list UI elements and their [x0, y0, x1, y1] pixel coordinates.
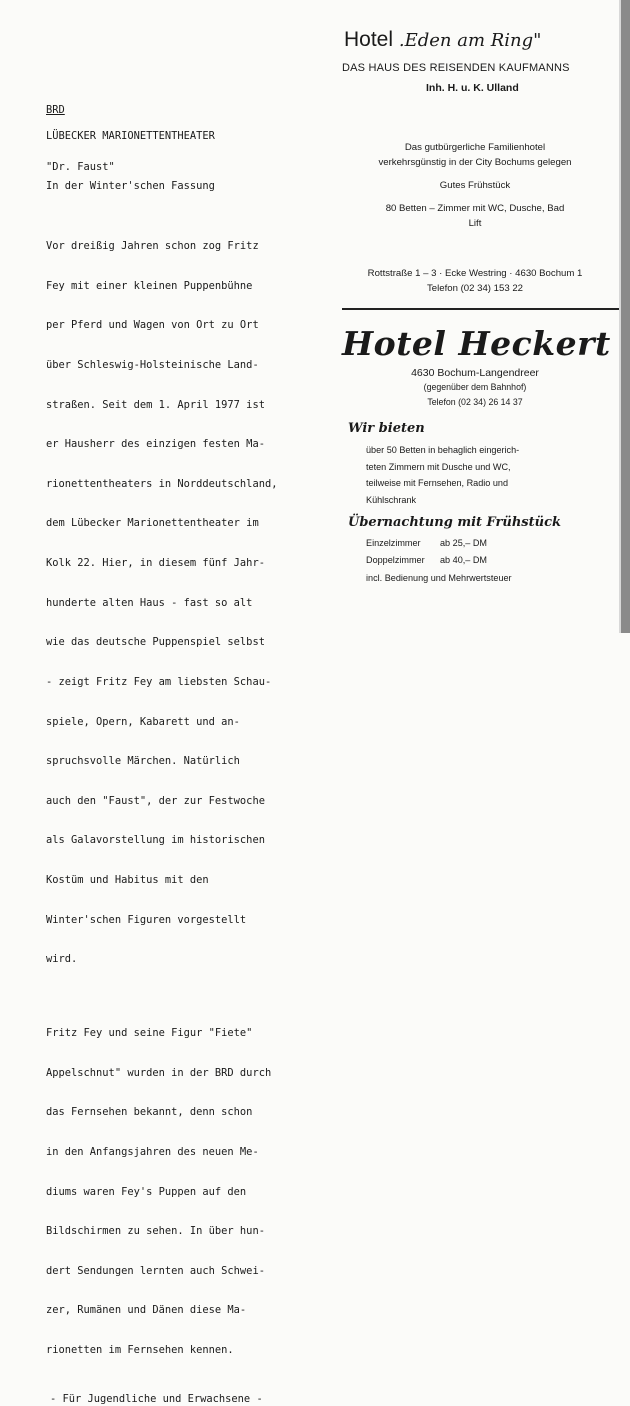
text-line: spiele, Opern, Kabarett und an-	[46, 715, 240, 728]
hotel-heckert-title: Hotel Heckert	[342, 324, 611, 363]
offer-line: teten Zimmern mit Dusche und WC,	[366, 461, 511, 472]
hotel-eden-title-prefix: Hotel	[344, 28, 394, 51]
play-title: "Dr. Faust"	[46, 161, 115, 174]
text-line: - zeigt Fritz Fey am liebsten Schau-	[46, 675, 272, 688]
text-line: Winter'schen Figuren vorgestellt	[46, 913, 247, 926]
hotel-heckert-address: 4630 Bochum-Langendreer	[411, 367, 539, 379]
hotel-eden-phone: Telefon (02 34) 153 22	[426, 283, 523, 294]
theater-name: LÜBECKER MARIONETTENTHEATER	[46, 130, 215, 143]
text-line: Bildschirmen zu sehen. In über hun-	[46, 1225, 265, 1238]
rooms-line: Lift	[468, 218, 482, 229]
text-line: über Schleswig-Holsteinische Land-	[46, 359, 259, 372]
hotel-eden-tagline: DAS HAUS DES REISENDEN KAUFMANNS	[342, 62, 570, 74]
text-line: straßen. Seit dem 1. April 1977 ist	[46, 398, 265, 411]
price-value: ab 40,– DM	[440, 555, 488, 566]
offer-heading: Wir bieten	[348, 421, 425, 436]
text-line: als Galavorstellung im historischen	[46, 834, 265, 847]
stay-heading: Übernachtung mit Frühstück	[348, 515, 561, 530]
text-line: dert Sendungen lernten auch Schwei-	[46, 1264, 265, 1277]
text-line: wird.	[46, 953, 78, 966]
text-line: Kostüm und Habitus mit den	[46, 873, 209, 886]
price-label: Einzelzimmer	[366, 538, 421, 548]
text-line: rionetten im Fernsehen kennen.	[46, 1344, 234, 1357]
play-version: In der Winter'schen Fassung	[46, 179, 215, 192]
hotel-heckert-phone: Telefon (02 34) 26 14 37	[427, 397, 523, 407]
desc-line: Das gutbürgerliche Familienhotel	[404, 142, 546, 153]
hotel-eden-title-script: .Eden am Ring"	[398, 30, 542, 51]
price-row	[366, 535, 512, 552]
offer-line: teilweise mit Fernsehen, Radio und	[366, 478, 509, 488]
audience-note: - Für Jugendliche und Erwachsene -	[50, 1392, 263, 1405]
text-line: Fritz Fey und seine Figur "Fiete"	[46, 1027, 253, 1040]
text-line: diums waren Fey's Puppen auf den	[46, 1185, 247, 1198]
hotel-eden-address: Rottstraße 1 – 3 · Ecke Westring · 4630 Bochum 1	[367, 268, 583, 279]
text-line: zer, Rumänen und Dänen diese Ma-	[46, 1304, 247, 1317]
page-edge	[621, 0, 630, 633]
text-line: Appelschnut" wurden in der BRD durch	[46, 1066, 272, 1079]
price-label: Doppelzimmer	[366, 555, 425, 566]
paragraph-2	[46, 1001, 336, 1384]
offer-line: Kühlschrank	[366, 494, 417, 505]
price-note: incl. Bedienung und Mehrwertsteuer	[366, 572, 512, 583]
hotel-heckert-location: (gegenüber dem Bahnhof)	[423, 382, 527, 392]
hotel-eden-address-block	[330, 266, 620, 296]
offer-list	[366, 442, 519, 508]
offer-line: über 50 Betten in behaglich eingerich-	[366, 445, 520, 455]
text-line: Fey mit einer kleinen Puppenbühne	[46, 279, 253, 292]
text-line: dem Lübecker Marionettentheater im	[46, 517, 259, 530]
text-line: wie das deutsche Puppenspiel selbst	[46, 636, 265, 649]
hotel-eden-owner: Inh. H. u. K. Ulland	[426, 82, 519, 94]
text-line: spruchsvolle Märchen. Natürlich	[46, 755, 240, 768]
price-row	[366, 552, 512, 569]
text-line: Vor dreißig Jahren schon zog Fritz	[46, 240, 259, 253]
hotel-eden-title	[344, 28, 541, 52]
country-label: BRD	[46, 104, 65, 116]
text-line: er Hausherr des einzigen festen Ma-	[46, 438, 265, 451]
text-line: hunderte alten Haus - fast so alt	[46, 596, 253, 609]
paragraph-1	[46, 214, 336, 993]
desc-line: verkehrsgünstig in der City Bochums gelegen	[378, 157, 572, 168]
text-line: Kolk 22. Hier, in diesem fünf Jahr-	[46, 557, 265, 570]
text-line: per Pferd und Wagen von Ort zu Ort	[46, 319, 259, 332]
hotel-eden-description	[330, 140, 620, 231]
price-value: ab 25,– DM	[440, 538, 488, 548]
divider-line	[342, 308, 620, 310]
theater-description-column	[46, 104, 336, 1406]
breakfast-line: Gutes Frühstück	[439, 180, 511, 191]
text-line: rionettentheaters in Norddeutschland,	[46, 477, 278, 490]
text-line: auch den "Faust", der zur Festwoche	[46, 794, 265, 807]
text-line: in den Anfangsjahren des neuen Me-	[46, 1146, 259, 1159]
rooms-line: 80 Betten – Zimmer mit WC, Dusche, Bad	[385, 203, 565, 214]
price-list	[366, 535, 512, 587]
text-line: das Fernsehen bekannt, denn schon	[46, 1106, 253, 1119]
